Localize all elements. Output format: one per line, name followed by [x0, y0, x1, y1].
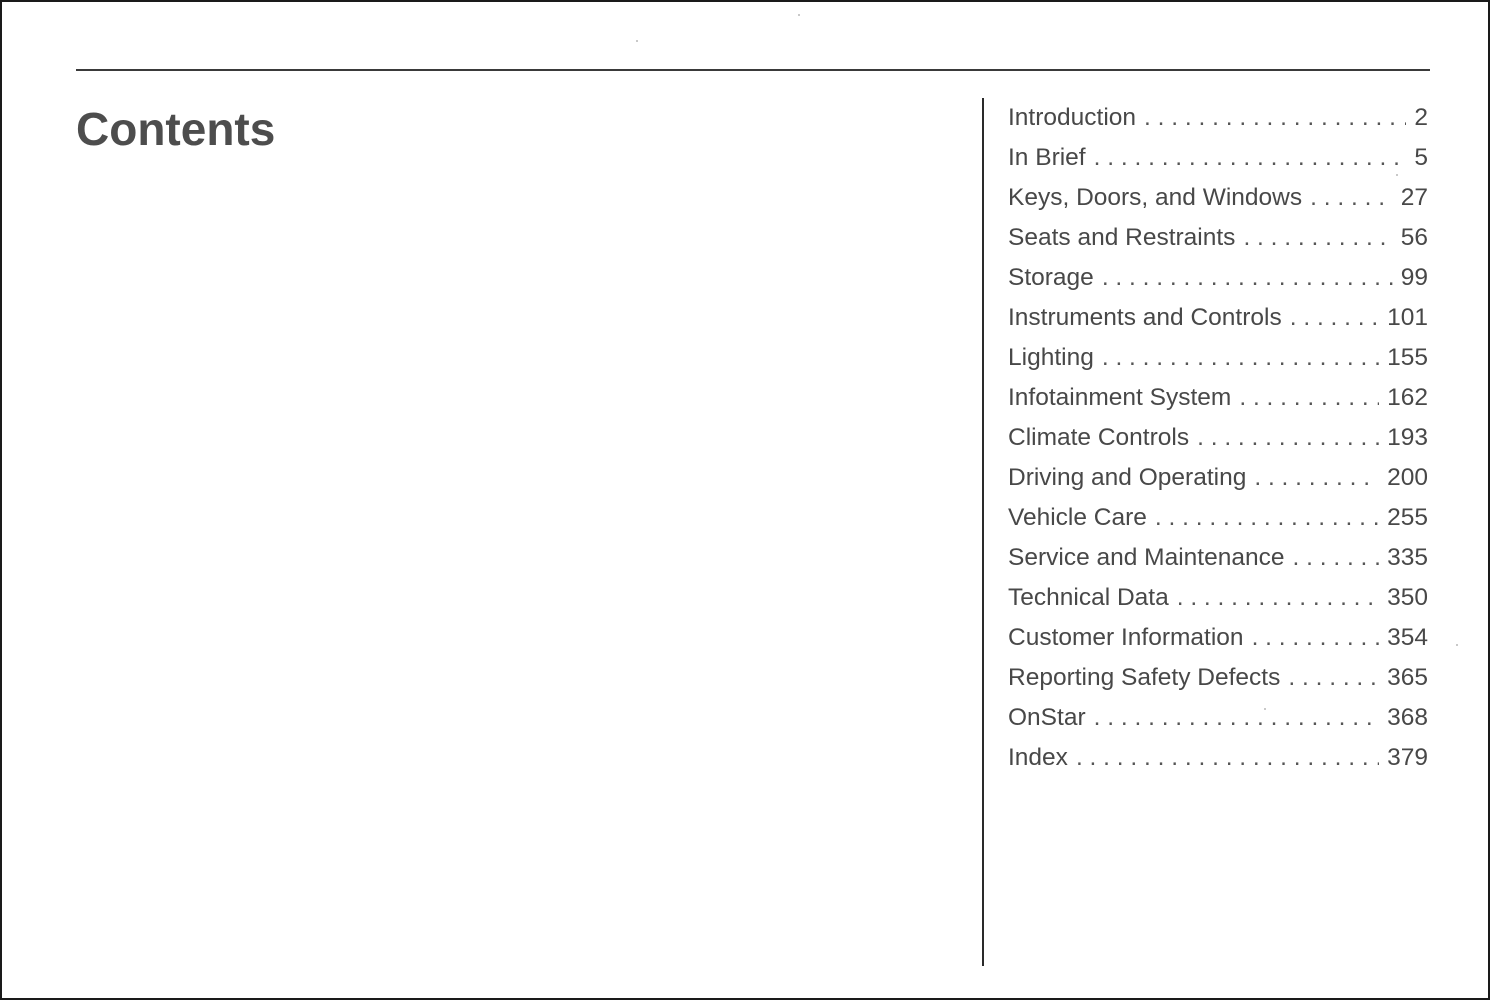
toc-entry-driving-operating[interactable]: [1008, 464, 1428, 504]
dot-leader: [1252, 624, 1380, 652]
dot-leader: [1288, 664, 1379, 692]
toc-entry-lighting[interactable]: [1008, 344, 1428, 384]
toc-entry-page: 5: [1414, 144, 1428, 171]
toc-entry-seats-restraints[interactable]: [1008, 224, 1428, 264]
toc-entry-page: 368: [1387, 704, 1428, 731]
toc-entry-onstar[interactable]: [1008, 704, 1428, 744]
toc-entry-climate-controls[interactable]: [1008, 424, 1428, 464]
toc-entry-instruments-controls[interactable]: [1008, 304, 1428, 344]
scan-speck: [636, 40, 638, 42]
dot-leader: [1310, 184, 1393, 212]
toc-entry-page: 379: [1387, 744, 1428, 771]
toc-entry-label: Keys, Doors, and Windows: [1008, 184, 1303, 211]
toc-entry-label: Climate Controls: [1008, 424, 1190, 451]
toc-entry-page: 255: [1387, 504, 1428, 531]
dot-leader: [1197, 424, 1379, 452]
scan-speck: [798, 14, 800, 16]
toc-entry-page: 365: [1387, 664, 1428, 691]
toc-entry-keys-doors-windows[interactable]: [1008, 184, 1428, 224]
toc-entry-label: Vehicle Care: [1008, 504, 1147, 531]
scan-speck: [1396, 174, 1398, 176]
toc-entry-label: Seats and Restraints: [1008, 224, 1236, 251]
scan-speck: [1456, 644, 1458, 646]
toc-entry-page: 155: [1387, 344, 1428, 371]
dot-leader: [1292, 544, 1379, 572]
column-divider: [982, 98, 984, 966]
toc-entry-storage[interactable]: [1008, 264, 1428, 304]
toc-entry-label: Index: [1008, 744, 1068, 771]
toc-entry-label: Technical Data: [1008, 584, 1169, 611]
toc-entry-page: 350: [1387, 584, 1428, 611]
toc-entry-page: 56: [1400, 224, 1428, 251]
table-of-contents: [1008, 104, 1428, 784]
toc-entry-label: OnStar: [1008, 704, 1086, 731]
dot-leader: [1239, 384, 1379, 412]
toc-entry-label: Storage: [1008, 264, 1094, 291]
toc-entry-label: Instruments and Controls: [1008, 304, 1282, 331]
toc-entry-customer-information[interactable]: [1008, 624, 1428, 664]
toc-entry-page: 101: [1387, 304, 1428, 331]
dot-leader: [1155, 504, 1379, 532]
toc-entry-label: In Brief: [1008, 144, 1086, 171]
toc-entry-infotainment-system[interactable]: [1008, 384, 1428, 424]
toc-entry-page: 2: [1414, 104, 1428, 131]
toc-entry-vehicle-care[interactable]: [1008, 504, 1428, 544]
toc-entry-page: 99: [1400, 264, 1428, 291]
dot-leader: [1144, 104, 1406, 132]
toc-entry-service-maintenance[interactable]: [1008, 544, 1428, 584]
toc-entry-page: 335: [1387, 544, 1428, 571]
toc-entry-technical-data[interactable]: [1008, 584, 1428, 624]
dot-leader: [1102, 344, 1379, 372]
toc-entry-page: 27: [1400, 184, 1428, 211]
dot-leader: [1102, 264, 1393, 292]
top-divider: [76, 69, 1430, 71]
dot-leader: [1094, 704, 1379, 732]
toc-entry-page: 162: [1387, 384, 1428, 411]
toc-entry-index[interactable]: [1008, 744, 1428, 784]
toc-entry-page: 193: [1387, 424, 1428, 451]
scan-speck: [1264, 708, 1266, 710]
toc-entry-label: Customer Information: [1008, 624, 1244, 651]
dot-leader: [1177, 584, 1379, 612]
toc-entry-in-brief[interactable]: [1008, 144, 1428, 184]
dot-leader: [1243, 224, 1392, 252]
toc-entry-label: Lighting: [1008, 344, 1094, 371]
toc-entry-page: 354: [1387, 624, 1428, 651]
toc-entry-label: Infotainment System: [1008, 384, 1232, 411]
toc-entry-page: 200: [1387, 464, 1428, 491]
dot-leader: [1076, 744, 1379, 772]
toc-entry-label: Service and Maintenance: [1008, 544, 1285, 571]
dot-leader: [1094, 144, 1407, 172]
toc-entry-label: Reporting Safety Defects: [1008, 664, 1281, 691]
dot-leader: [1290, 304, 1379, 332]
toc-entry-label: Introduction: [1008, 104, 1137, 131]
dot-leader: [1254, 464, 1379, 492]
page-title: Contents: [76, 103, 276, 155]
toc-entry-label: Driving and Operating: [1008, 464, 1247, 491]
toc-entry-reporting-safety-defects[interactable]: [1008, 664, 1428, 704]
toc-entry-introduction[interactable]: [1008, 104, 1428, 144]
